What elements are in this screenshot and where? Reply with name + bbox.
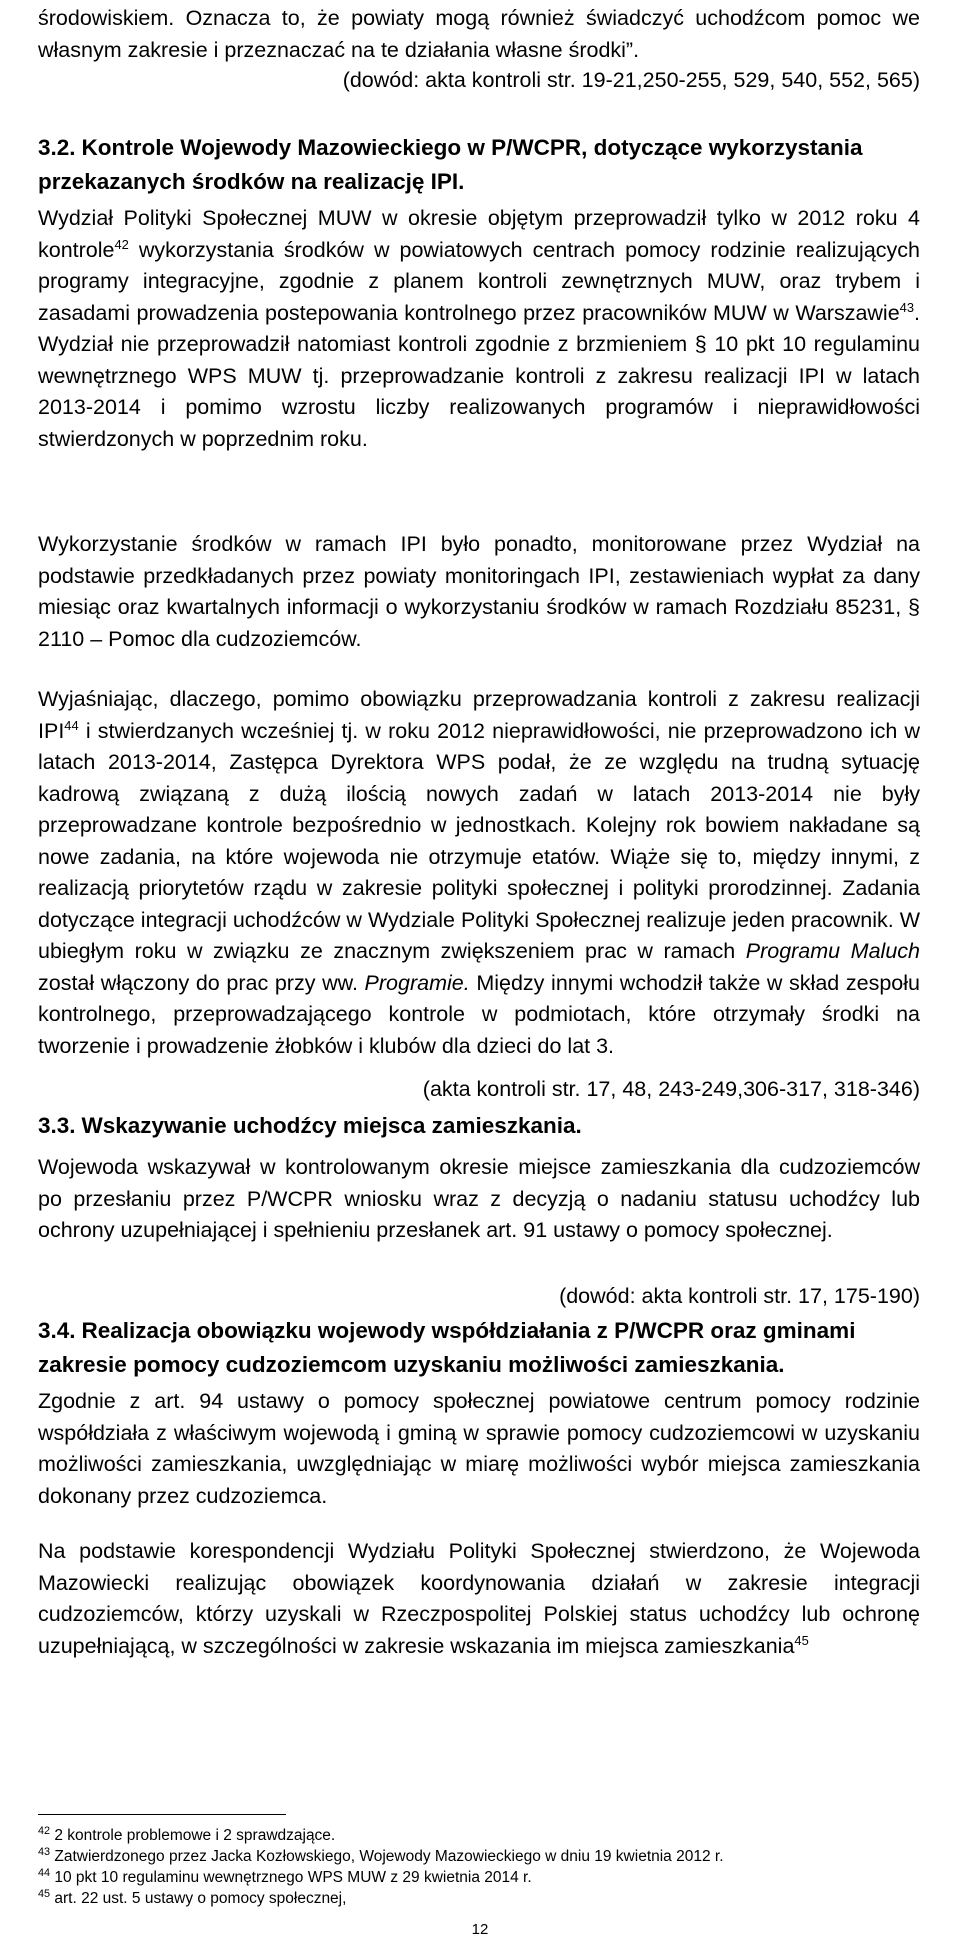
footnote-number: 44 (38, 1866, 51, 1879)
footnote-ref-44[interactable]: 44 (64, 717, 79, 733)
program-name: Programu Maluch (745, 939, 920, 963)
text-run: Wyjaśniając, dlaczego, pomimo obowiązku przeprowadzania kontroli z zakresu realizacji IPI (38, 687, 920, 743)
page-number: 12 (471, 1921, 489, 1938)
section-title: Kontrole Wojewody Mazowieckiego w P/WCPR, dotyczące wykorzystania przekazanych środków na realizację IPI. (38, 135, 863, 194)
footnote-42 (38, 1826, 920, 1846)
evidence-reference: (dowód: akta kontroli str. 17, 175-190) (559, 1284, 920, 1308)
paragraph-correspondence (38, 1536, 920, 1662)
footnote-number: 43 (38, 1845, 51, 1858)
section-number: 3.2. (38, 135, 76, 160)
section-heading-3-2 (38, 131, 920, 199)
evidence-reference: (dowód: akta kontroli str. 19-21,250-255, 529, 540, 552, 565) (342, 68, 920, 92)
text-run: . Wydział nie przeprowadził natomiast kontroli zgodnie z brzmieniem § 10 pkt 10 regulaminu wewnętrznego WPS MUW tj. przeprowadzanie kontroli z zakresu realizacji IPI w latach 2013-2014 i pomimo wzrostu liczby realizowanych programów i nieprawidłowości stwierdzonych w poprzednim roku. (38, 300, 920, 451)
footnote-ref-45[interactable]: 45 (794, 1632, 809, 1648)
section-heading-3-3 (38, 1109, 920, 1143)
footnote-separator (38, 1814, 286, 1815)
text-run: został włączony do prac przy ww. (38, 970, 365, 995)
section-number: 3.3. (38, 1113, 76, 1138)
program-name: Programie. (364, 970, 470, 995)
footnote-number: 42 (38, 1824, 51, 1837)
text-run: Wydział Polityki Społecznej MUW w okresie objętym przeprowadził tylko w 2012 roku 4 kontrole (38, 206, 920, 262)
section-heading-3-4 (38, 1314, 920, 1382)
paragraph-monitoring: Wykorzystanie środków w ramach IPI było ponadto, monitorowane przez Wydział na podstawie przedkładanych przez powiaty monitoringach IPI, zestawieniach wypłat za dany miesiąc oraz kwartalnych informacji o wykorzystaniu środków w ramach Rozdziału 85231, § 2110 – Pomoc dla cudzoziemców. (38, 532, 920, 651)
paragraph-explanation (38, 684, 920, 1062)
text-run: Na podstawie korespondencji Wydziału Polityki Społecznej stwierdzono, że Wojewoda Mazowiecki realizując obowiązek koordynowania działań w zakresie integracji cudzoziemców, którzy uzyskali w Rzeczpospolitej Polskiej status uchodźcy lub ochronę uzupełniającą, w szczególności w zakresie wskazania im miejsca zamieszkania (38, 1539, 920, 1658)
evidence-reference: (akta kontroli str. 17, 48, 243-249,306-317, 318-346) (422, 1077, 920, 1101)
paragraph-residence: Wojewoda wskazywał w kontrolowanym okresie miejsce zamieszkania dla cudzoziemców po przesłaniu przez P/WCPR wniosku wraz z decyzją o nadaniu statusu uchodźcy lub ochrony uzupełniającej i spełnieniu przesłanek art. 91 ustawy o pomocy społecznej. (38, 1155, 920, 1242)
text-run: i stwierdzanych wcześniej tj. w roku 2012 nieprawidłowości, nie przeprowadzono ich w latach 2013-2014, Zastępca Dyrektora WPS podał, że ze względu na trudną sytuację kadrową związaną z dużą ilością nowych zadań w latach 2013-2014 nie były przeprowadzane kontrole bezpośrednio w jednostkach. Kolejny rok bowiem nakładane są nowe zadania, na które wojewoda nie otrzymuje etatów. Wiąże się to, między innymi, z realizacją priorytetów rządu w zakresie polityki społecznej i polityki prorodzinnej. Zadania dotyczące integracji uchodźców w Wydziale Polityki Społecznej realizuje jeden pracownik. W ubiegłym roku w związku ze znacznym zwiększeniem prac w ramach (38, 718, 920, 963)
paragraph-intro: środowiskiem. Oznacza to, że powiaty mogą również świadczyć uchodźcom pomoc we własnym zakresie i przeznaczać na te działania własne środki”. (38, 6, 920, 62)
text-run: wykorzystania środków w powiatowych centrach pomocy rodzinie realizujących programy integracyjne, zgodnie z planem kontroli zewnętrznych MUW, oraz trybem i zasadami prowadzenia postepowania kontrolnego przez pracowników MUW w Warszawie (38, 237, 920, 325)
text-run: Między innymi wchodził także w skład zespołu kontrolnego, przeprowadzającego kontrole w podmiotach, które otrzymały środki na tworzenie i prowadzenie żłobków i klubów dla dzieci do lat 3. (38, 970, 920, 1058)
footnote-text: 10 pkt 10 regulaminu wewnętrznego WPS MUW z 29 kwietnia 2014 r. (50, 1869, 532, 1886)
footnote-text: art. 22 ust. 5 ustawy o pomocy społecznej, (50, 1890, 347, 1907)
footnote-text: 2 kontrole problemowe i 2 sprawdzające. (50, 1827, 336, 1844)
paragraph-art-94: Zgodnie z art. 94 ustawy o pomocy społecznej powiatowe centrum pomocy rodzinie współdziała z właściwym wojewodą i gminą w sprawie pomocy cudzoziemcowi w uzyskaniu możliwości zamieszkania, uwzględniając w miarę możliwości wybór miejsca zamieszkania dokonany przez cudzoziemca. (38, 1389, 920, 1508)
footnote-45 (38, 1889, 920, 1909)
footnote-43 (38, 1847, 920, 1867)
footnote-44 (38, 1868, 920, 1888)
section-title: Wskazywanie uchodźcy miejsca zamieszkania. (81, 1113, 582, 1138)
footnote-text: Zatwierdzonego przez Jacka Kozłowskiego, Wojewody Mazowieckiego w dniu 19 kwietnia 2012 r. (50, 1848, 724, 1865)
footnote-number: 45 (38, 1887, 51, 1900)
footnote-ref-43[interactable]: 43 (899, 299, 915, 315)
footnote-ref-42[interactable]: 42 (114, 236, 129, 252)
paragraph-controls (38, 203, 920, 455)
section-title: Realizacja obowiązku wojewody współdziałania z P/WCPR oraz gminami zakresie pomocy cudzoziemcom uzyskaniu możliwości zamieszkania. (38, 1318, 856, 1377)
section-number: 3.4. (38, 1318, 76, 1343)
